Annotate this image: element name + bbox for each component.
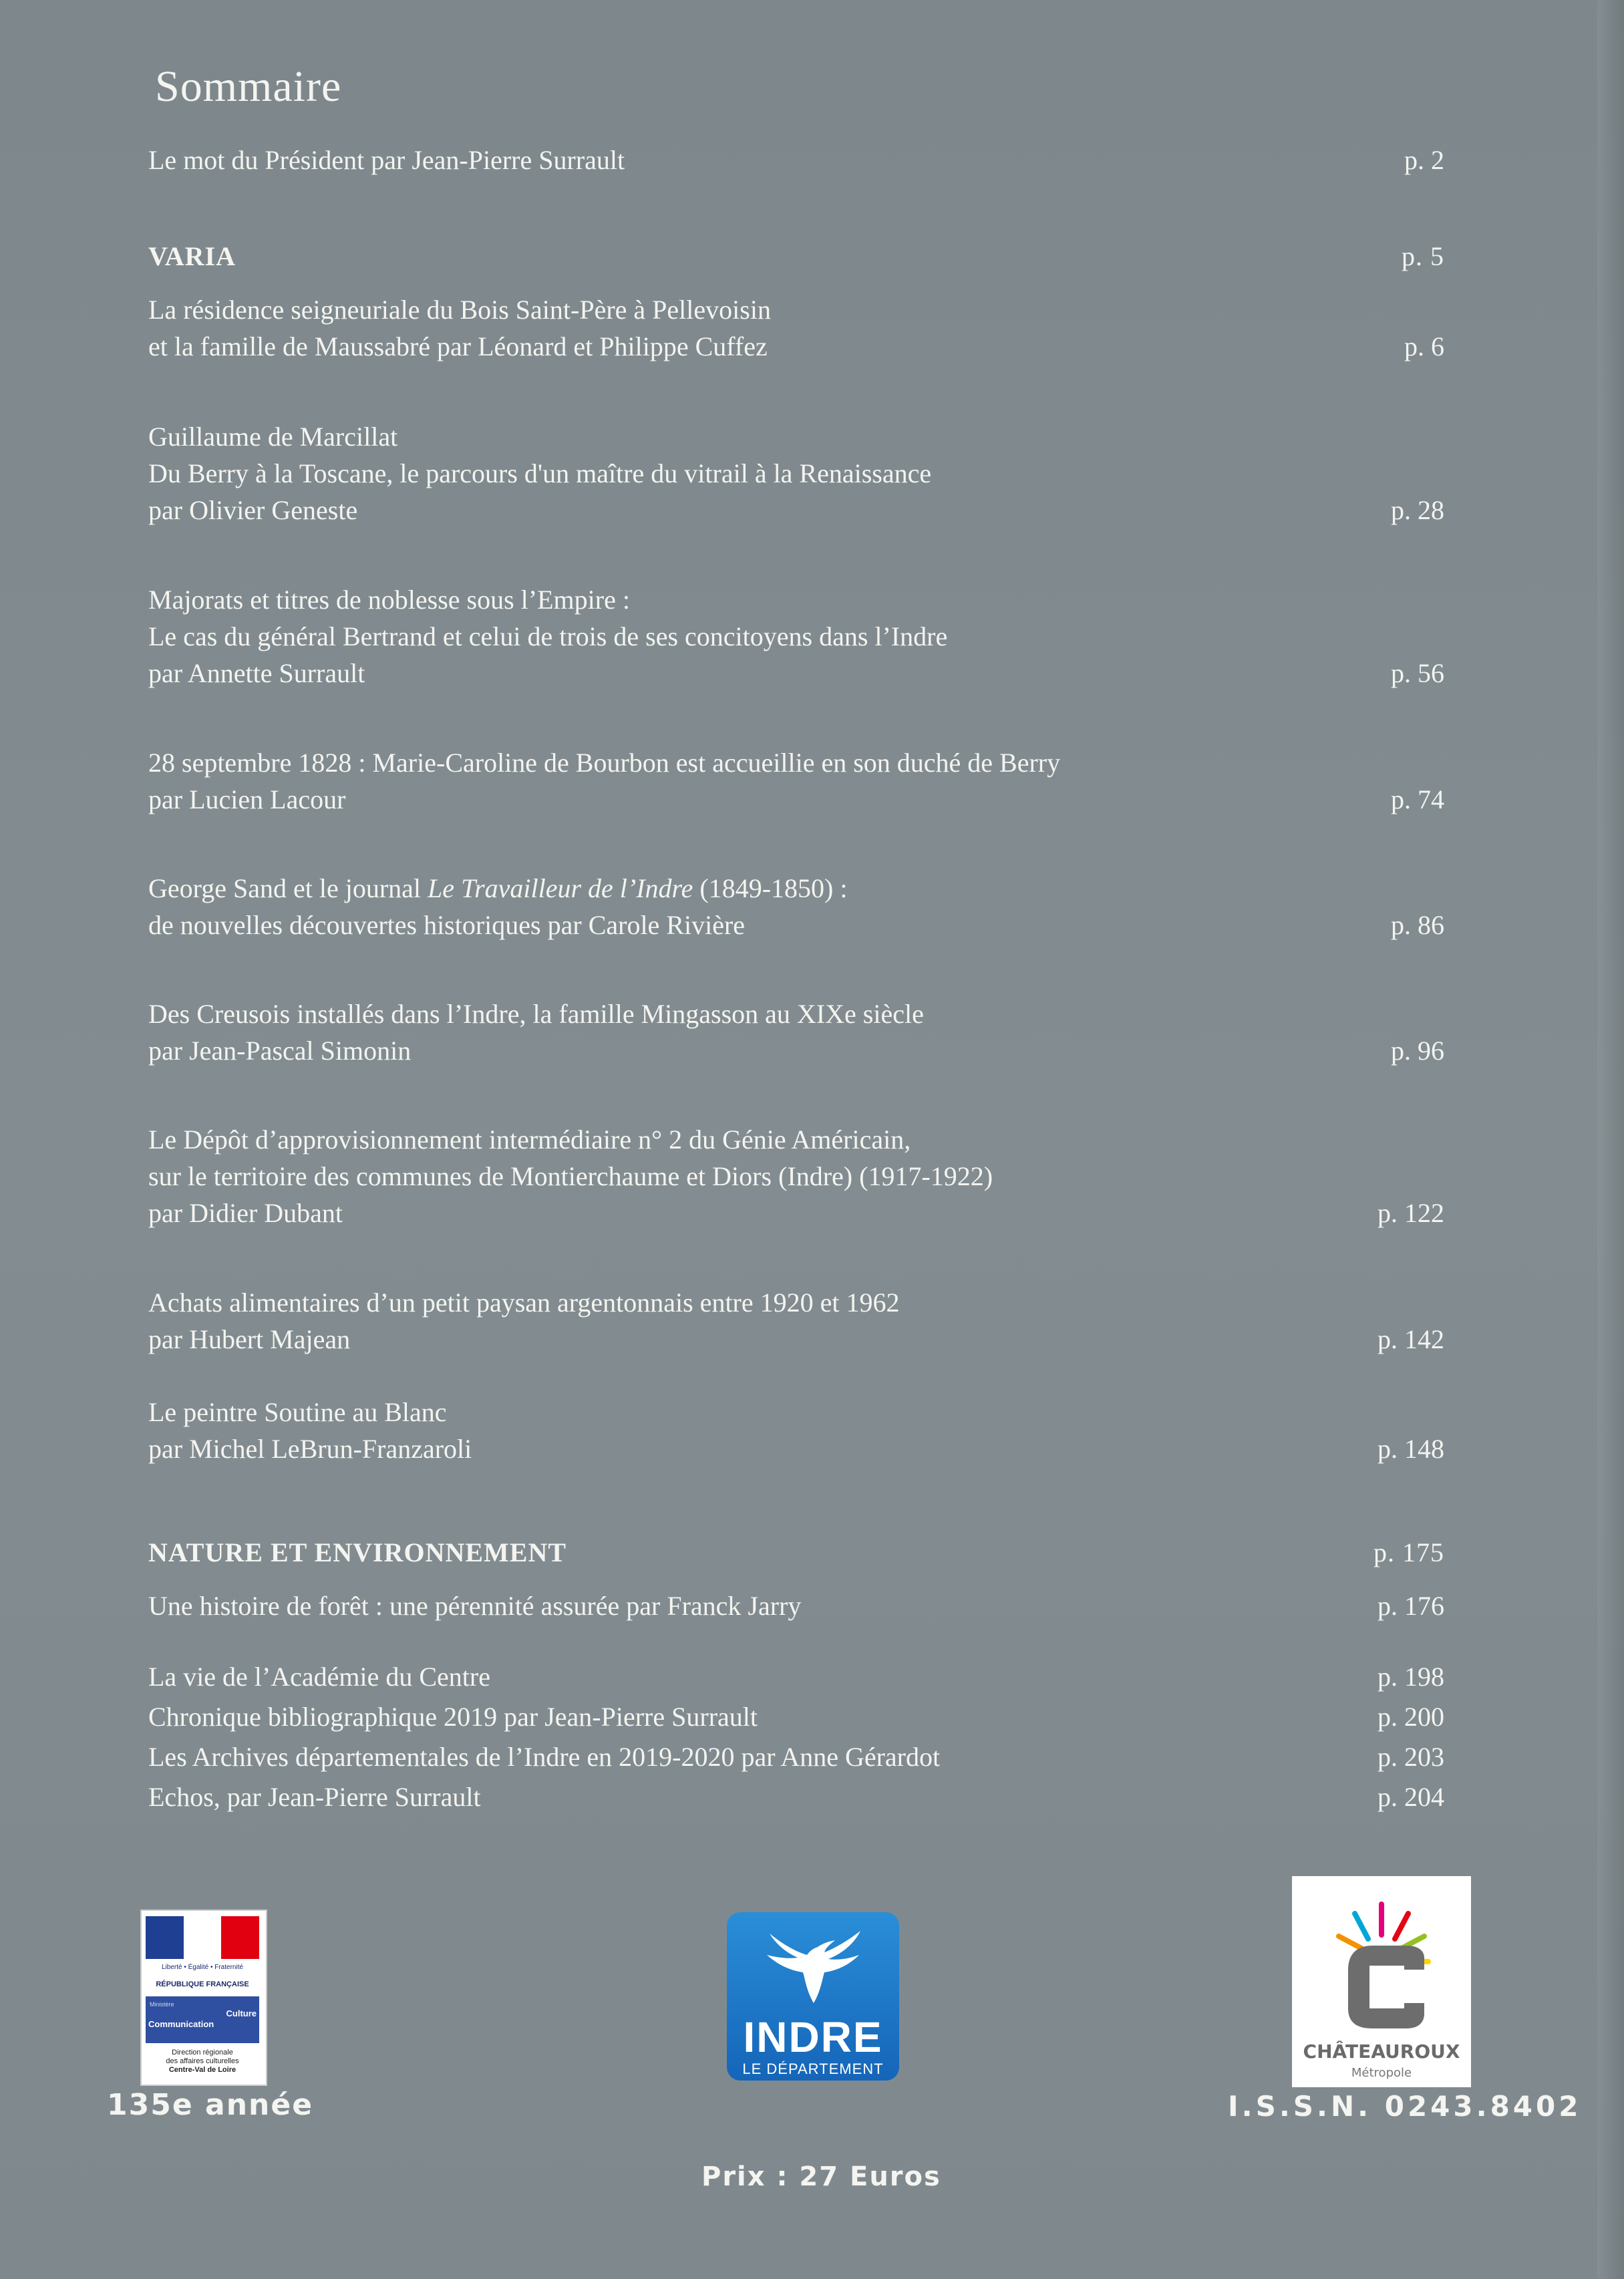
drac-label	[146, 2048, 259, 2075]
page-number: p. 2	[1404, 145, 1444, 175]
toc-line: par Jean-Pascal Simonin	[148, 1036, 412, 1066]
flag-red	[221, 1916, 259, 1959]
page-number: p. 203	[1377, 1742, 1444, 1772]
toc-line: par Olivier Geneste	[148, 495, 358, 525]
indre-name: INDRE	[743, 2013, 883, 2061]
chateauroux-name: CHÂTEAUROUX	[1303, 2040, 1460, 2063]
page-number: p. 175	[1373, 1537, 1444, 1567]
chateauroux-subtitle: Métropole	[1351, 2066, 1412, 2080]
toc-entry	[148, 1779, 1444, 1815]
ministere-culture-logo	[140, 1910, 267, 2086]
toc-entry	[148, 1698, 1444, 1735]
toc-line: par Didier Dubant	[148, 1198, 343, 1228]
toc-line: par Michel LeBrun-Franzaroli	[148, 1434, 472, 1464]
toc-line: de nouvelles découvertes historiques par Carole Rivière	[148, 910, 746, 940]
chateauroux-c-mark-icon	[1324, 1896, 1439, 2030]
toc-line: Le peintre Soutine au Blanc	[148, 1397, 447, 1427]
toc-line-end: (1849-1850) :	[693, 873, 848, 903]
flag-blue	[146, 1916, 184, 1959]
toc-entry	[148, 1658, 1444, 1695]
toc-entry	[148, 870, 1444, 943]
toc-line: par Hubert Majean	[148, 1324, 351, 1354]
page-title: Sommaire	[155, 62, 342, 111]
spine-shadow	[1597, 0, 1624, 2279]
toc-line-start: George Sand et le journal	[148, 873, 428, 903]
page-number: p. 142	[1377, 1324, 1444, 1354]
toc-line: La vie de l’Académie du Centre	[148, 1662, 490, 1692]
toc-line: Guillaume de Marcillat	[148, 422, 398, 452]
republique-motto: Liberté • Égalité • Fraternité	[161, 1964, 244, 1971]
toc-line: Le Dépôt d’approvisionnement intermédiaire n° 2 du Génie Américain,	[148, 1124, 911, 1155]
toc-entry	[148, 1738, 1444, 1775]
eagle-icon	[754, 1928, 874, 2015]
toc-section-heading	[148, 1534, 1444, 1571]
republique-name: RÉPUBLIQUE FRANÇAISE	[156, 1980, 249, 1988]
toc-line: par Annette Surrault	[148, 658, 365, 688]
toc-entry	[148, 291, 1444, 365]
toc-entry	[148, 142, 1444, 178]
toc-line: Chronique bibliographique 2019 par Jean-Pierre Surrault	[148, 1702, 758, 1732]
toc-line: et la famille de Maussabré par Léonard et Philippe Cuffez	[148, 331, 768, 361]
toc-line	[148, 870, 1444, 907]
toc-line: par Lucien Lacour	[148, 784, 346, 814]
ministere-label: Ministère	[150, 2001, 174, 2008]
toc-line: Majorats et titres de noblesse sous l’Empire :	[148, 585, 630, 615]
toc-line: Achats alimentaires d’un petit paysan argentonnais entre 1920 et 1962	[148, 1287, 900, 1318]
toc-entry	[148, 581, 1444, 692]
page-number: p. 200	[1377, 1702, 1444, 1732]
toc-line: sur le territoire des communes de Montierchaume et Diors (Indre) (1917-1922)	[148, 1161, 993, 1191]
toc-entry	[148, 1394, 1444, 1467]
toc-entry	[148, 1284, 1444, 1358]
toc-line: La résidence seigneuriale du Bois Saint-Père à Pellevoisin	[148, 295, 771, 325]
journal-title: Le Travailleur de l’Indre	[428, 873, 693, 903]
page-number: p. 122	[1377, 1198, 1444, 1228]
toc-entry	[148, 1587, 1444, 1624]
page-number: p. 204	[1377, 1782, 1444, 1812]
issn-label: I.S.S.N. 0243.8402	[1228, 2090, 1582, 2123]
ministere-block	[146, 1996, 259, 2043]
toc-line: Une histoire de forêt : une pérennité assurée par Franck Jarry	[148, 1591, 802, 1621]
toc-entry	[148, 1121, 1444, 1231]
toc-line: Les Archives départementales de l’Indre en 2019-2020 par Anne Gérardot	[148, 1742, 941, 1772]
communication-label: Communication	[148, 2019, 214, 2029]
chateauroux-metropole-logo	[1292, 1876, 1471, 2087]
year-label: 135e année	[107, 2088, 314, 2122]
toc-line: Du Berry à la Toscane, le parcours d'un maître du vitrail à la Renaissance	[148, 458, 932, 488]
page-number: p. 6	[1404, 331, 1444, 361]
toc-line: Echos, par Jean-Pierre Surrault	[148, 1782, 481, 1812]
page-number: p. 96	[1391, 1036, 1444, 1066]
toc-entry	[148, 996, 1444, 1069]
toc-entry	[148, 418, 1444, 528]
drac-line: des affaires culturelles	[166, 2057, 239, 2065]
page-number: p. 86	[1391, 910, 1444, 940]
french-flag	[146, 1916, 259, 1959]
toc-section-heading	[148, 238, 1444, 275]
indre-subtitle: LE DÉPARTEMENT	[742, 2061, 884, 2077]
toc-line: Des Creusois installés dans l’Indre, la famille Mingasson au XIXe siècle	[148, 999, 924, 1029]
page-number: p. 148	[1377, 1434, 1444, 1464]
page-number: p. 198	[1377, 1662, 1444, 1692]
drac-line: Direction régionale	[172, 2048, 233, 2057]
page-number: p. 56	[1391, 658, 1444, 688]
flag-white	[184, 1916, 222, 1959]
section-title: NATURE ET ENVIRONNEMENT	[148, 1537, 567, 1567]
toc-line: Le mot du Président par Jean-Pierre Surrault	[148, 145, 625, 175]
page-number: p. 5	[1402, 241, 1444, 271]
price-label: Prix : 27 Euros	[701, 2161, 941, 2192]
toc-line: Le cas du général Bertrand et celui de trois de ses concitoyens dans l’Indre	[148, 621, 948, 651]
section-title: VARIA	[148, 241, 236, 271]
page-number: p. 28	[1391, 495, 1444, 525]
toc-entry	[148, 744, 1444, 818]
culture-label: Culture	[226, 2008, 257, 2018]
indre-departement-logo	[727, 1912, 899, 2081]
page-number: p. 74	[1391, 784, 1444, 814]
toc-line: 28 septembre 1828 : Marie-Caroline de Bourbon est accueillie en son duché de Berry	[148, 748, 1061, 778]
drac-line: Centre-Val de Loire	[168, 2066, 236, 2074]
page-number: p. 176	[1377, 1591, 1444, 1621]
